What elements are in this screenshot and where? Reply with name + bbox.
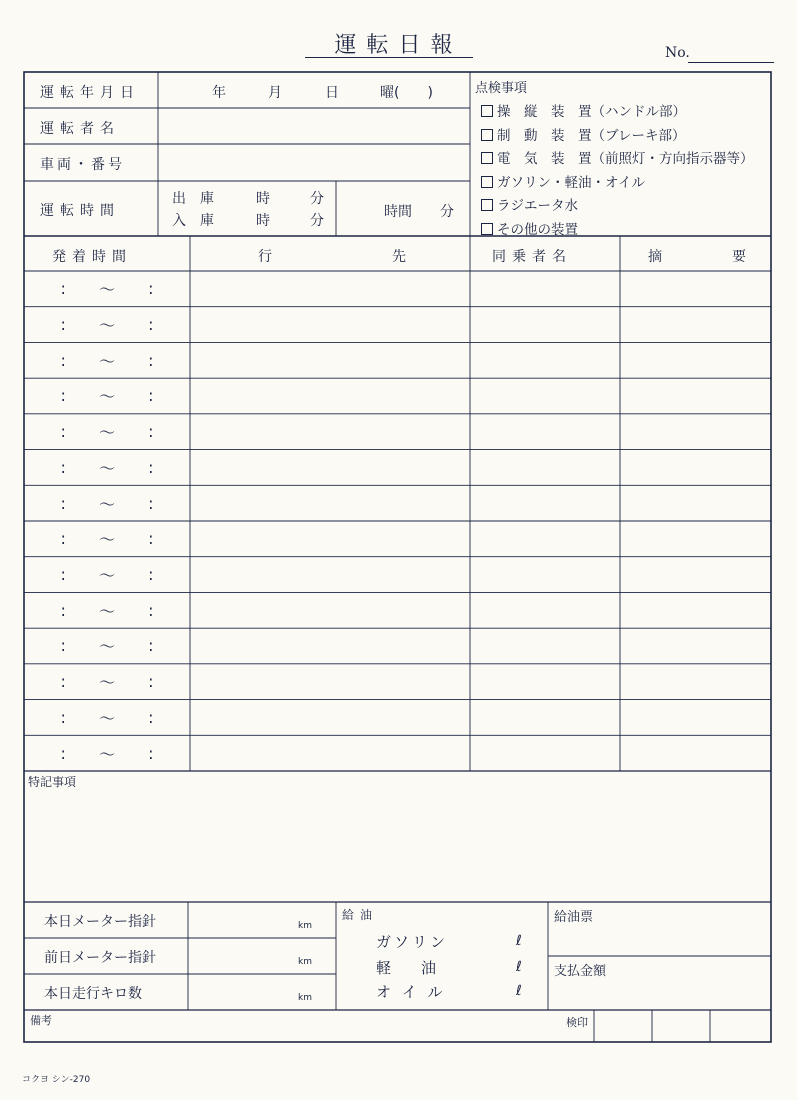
log-row-destination[interactable] [192,736,468,770]
log-row-destination[interactable] [192,308,468,342]
checkbox[interactable] [481,176,493,188]
log-row-passenger[interactable] [472,522,618,556]
time-colon: : [60,350,66,370]
checkbox[interactable] [481,129,493,141]
time-colon: : [60,529,66,549]
log-row-notes[interactable] [622,343,769,377]
log-row-destination[interactable] [192,522,468,556]
log-row-passenger[interactable] [472,736,618,770]
time-colon: : [60,457,66,477]
time-separator: 〜 [98,423,115,443]
distance-unit: km [298,993,312,1003]
page-title: 運転日報 [334,33,463,58]
log-row-passenger[interactable] [472,629,618,663]
log-row-notes[interactable] [622,736,769,770]
checkbox[interactable] [481,199,493,211]
log-row-time[interactable] [24,342,190,378]
seal-label: 検印 [566,1016,588,1029]
log-header-notes-2: 要 [732,249,746,265]
time-colon: : [148,457,154,477]
previous-meter-label: 前日メーター指針 [44,950,156,966]
log-row-time[interactable] [24,700,190,736]
time-colon: : [148,743,154,763]
inspection-item-label: その他の装置 [497,221,578,238]
log-row-destination[interactable] [192,451,468,485]
log-row-passenger[interactable] [472,308,618,342]
log-row-time[interactable] [24,521,190,557]
seal-box-3[interactable] [711,1011,770,1041]
fuel-ticket-field[interactable] [550,924,770,954]
log-header-passenger: 同乗者名 [492,249,572,265]
month-label: 月 [268,85,282,101]
log-row-notes[interactable] [622,701,769,735]
time-separator: 〜 [98,351,115,371]
inspection-heading: 点検事項 [475,81,528,96]
time-colon: : [148,707,154,727]
log-row-passenger[interactable] [472,701,618,735]
log-row-destination[interactable] [192,558,468,592]
special-notes-field[interactable] [26,790,770,900]
return-minute: 分 [310,213,324,229]
log-row-time[interactable] [24,414,190,450]
time-colon: : [60,636,66,656]
log-row-passenger[interactable] [472,343,618,377]
time-colon: : [60,279,66,299]
log-row-passenger[interactable] [472,272,618,306]
log-row-time[interactable] [24,735,190,771]
time-colon: : [60,493,66,513]
previous-meter-unit: km [298,957,312,967]
log-row-destination[interactable] [192,629,468,663]
depart-label: 出 庫 [172,191,214,207]
inspection-item-label: 制 動 装 置（ブレーキ部） [497,127,686,144]
diesel-unit: ℓ [516,959,522,975]
today-meter-field[interactable] [190,903,334,937]
special-notes-label: 特記事項 [28,775,77,789]
weekday-label: 曜( ) [380,85,433,101]
depart-hour: 時 [256,191,270,207]
fuel-amount-field[interactable] [338,925,546,1009]
time-colon: : [148,350,154,370]
time-colon: : [148,636,154,656]
time-colon: : [60,386,66,406]
time-colon: : [60,315,66,335]
time-colon: : [148,386,154,406]
log-row-notes[interactable] [622,451,769,485]
number-label: No. [665,45,690,61]
time-separator: 〜 [98,530,115,550]
time-separator: 〜 [98,601,115,621]
time-separator: 〜 [98,280,115,300]
total-time-field[interactable] [338,182,468,235]
log-row-time[interactable] [24,485,190,521]
time-separator: 〜 [98,708,115,728]
inspection-item [481,147,754,167]
inspection-item-label: ガソリン・軽油・オイル [497,174,645,191]
inspection-item [481,124,685,144]
product-code: コクヨ シン-270 [22,1075,91,1085]
time-colon: : [60,565,66,585]
log-row-passenger[interactable] [472,451,618,485]
log-row-time[interactable] [24,592,190,628]
driver-label: 運転者名 [40,121,120,137]
log-row-destination[interactable] [192,379,468,413]
log-row-notes[interactable] [622,272,769,306]
time-colon: : [148,600,154,620]
remarks-label: 備考 [30,1014,52,1027]
time-separator: 〜 [98,387,115,407]
log-header-destination-2: 先 [392,249,406,265]
time-separator: 〜 [98,494,115,514]
driver-field[interactable] [160,109,468,143]
inspection-item-label: 電 気 装 置（前照灯・方向指示器等） [497,151,754,167]
time-colon: : [60,600,66,620]
inspection-item-label: 操 縦 装 置（ハンドル部） [497,104,686,120]
drive-time-label: 運転時間 [40,203,120,219]
vehicle-label: 車両・番号 [40,157,125,173]
time-separator: 〜 [98,637,115,657]
log-row-notes[interactable] [622,415,769,449]
log-row-notes[interactable] [622,558,769,592]
time-colon: : [148,279,154,299]
year-label: 年 [212,85,226,101]
log-row-notes[interactable] [622,308,769,342]
seal-box-2[interactable] [653,1011,709,1041]
time-separator: 〜 [98,458,115,478]
log-row-destination[interactable] [192,415,468,449]
checkbox[interactable] [481,152,493,164]
remarks-field[interactable] [26,1026,592,1041]
time-colon: : [148,565,154,585]
oil-unit: ℓ [516,983,522,999]
distance-field[interactable] [190,975,334,1009]
log-header-time: 発着時間 [52,249,132,265]
log-row-time[interactable] [24,450,190,486]
time-separator: 〜 [98,673,115,693]
inspection-item [481,100,686,120]
date-label: 運転年月日 [40,85,140,101]
fuel-label: 給油 [342,908,379,922]
log-row-destination[interactable] [192,593,468,627]
log-row-notes[interactable] [622,486,769,520]
checkbox[interactable] [481,105,493,117]
log-row-time[interactable] [24,307,190,343]
time-separator: 〜 [98,744,115,764]
inspection-item [481,218,578,238]
log-row-destination[interactable] [192,343,468,377]
return-label: 入 庫 [172,213,214,229]
time-colon: : [60,422,66,442]
time-colon: : [148,672,154,692]
log-row-destination[interactable] [192,272,468,306]
log-row-passenger[interactable] [472,486,618,520]
log-row-destination[interactable] [192,486,468,520]
log-row-notes[interactable] [622,593,769,627]
depart-minute: 分 [310,191,324,207]
seal-box-1[interactable] [595,1011,651,1041]
distance-label: 本日走行キロ数 [44,986,142,1002]
total-time-label: 時間 分 [384,204,454,220]
log-row-time[interactable] [24,664,190,700]
payment-label: 支払金額 [554,964,607,979]
time-colon: : [148,493,154,513]
time-separator: 〜 [98,566,115,586]
log-row-passenger[interactable] [472,415,618,449]
log-header-notes-1: 摘 [648,249,662,265]
gasoline-unit: ℓ [516,933,522,949]
oil-label: オ イ ル [376,983,446,1001]
diesel-label: 軽 油 [376,959,437,977]
log-row-notes[interactable] [622,629,769,663]
time-colon: : [148,529,154,549]
time-separator: 〜 [98,316,115,336]
time-colon: : [148,422,154,442]
inspection-item [481,171,645,191]
inspection-item-label: ラジエータ水 [497,198,578,214]
log-row-time[interactable] [24,557,190,593]
log-row-time[interactable] [24,271,190,307]
time-colon: : [60,672,66,692]
log-row-passenger[interactable] [472,665,618,699]
vehicle-field[interactable] [160,145,468,180]
log-row-passenger[interactable] [472,593,618,627]
log-row-destination[interactable] [192,701,468,735]
depart-return-field[interactable] [160,182,334,235]
log-row-passenger[interactable] [472,558,618,592]
log-header-destination-1: 行 [258,249,272,265]
log-row-passenger[interactable] [472,379,618,413]
return-hour: 時 [256,213,270,229]
fuel-ticket-label: 給油票 [554,910,594,925]
payment-field[interactable] [550,977,770,1009]
checkbox[interactable] [481,223,493,235]
log-row-time[interactable] [24,378,190,414]
gasoline-label: ガソリン [376,933,449,951]
time-colon: : [60,707,66,727]
log-row-notes[interactable] [622,665,769,699]
time-colon: : [148,315,154,335]
log-row-notes[interactable] [622,379,769,413]
log-row-destination[interactable] [192,665,468,699]
date-field[interactable] [160,72,468,108]
log-row-notes[interactable] [622,522,769,556]
inspection-item [481,194,578,214]
day-label: 日 [325,85,339,101]
previous-meter-field[interactable] [190,939,334,973]
log-row-time[interactable] [24,628,190,664]
time-colon: : [60,743,66,763]
today-meter-unit: km [298,921,312,931]
today-meter-label: 本日メーター指針 [44,914,156,930]
